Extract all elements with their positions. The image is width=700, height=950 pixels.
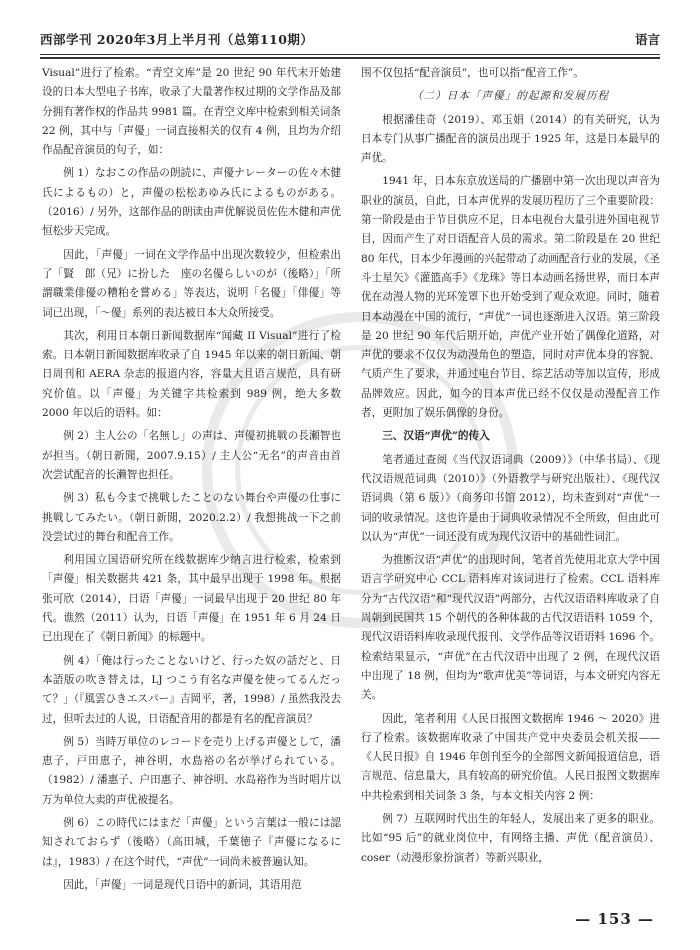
example-3: 例 3）私も今まで挑戦したことのない舞台や声優の仕事に挑戦してみたい。（朝日新聞，2020.2.2）/ 我想挑战一下之前没尝试过的舞台和配音工作。 bbox=[42, 492, 341, 543]
paragraph: 为推断汉语“声优”的出现时间，笔者首先使用北京大学中国语言学研究中心 CCL 语料库对该词进行了检索。CCL 语料库分为“古代汉语”和“现代汉语”两部分，古代汉语语料库收录了自周朝到民国共 15 个朝代的各种体裁的古代汉语语料 1059 个，现代汉语语料库收录现代报刊、文学作品等汉语语料 1696 个。检索结果显示，“声优”在古代汉语中出现了 2 例，在现代汉语中出现了 18 例，但均为“歌声优美”等词语，与本文研究内容无关。 bbox=[361, 554, 660, 702]
header-rule bbox=[40, 54, 660, 55]
paragraph: 因此，「声優」一词是现代日语中的新词，其语用范 bbox=[63, 878, 302, 891]
example-5: 例 5）当時万単位のレコードを売り上げる声優として，潘恵子，戸田恵子，神谷明，水島裕の名が挙げられている。（1982）/ 潘惠子、户田惠子、神谷明、水岛裕作为当时唱片以万为单位大卖的声优被提名。 bbox=[42, 735, 341, 806]
example-2: 例 2）主人公の「名無し」の声は、声優初挑戦の長瀬智也が担当。（朝日新聞，2007.9.15）/ 主人公“无名”的声音由首次尝试配音的长濑智也担任。 bbox=[42, 430, 341, 481]
journal-title: 西部学刊 2020年3月上半月刊（总第110期） bbox=[40, 32, 314, 47]
paragraph: 1941 年，日本东京放送局的广播剧中第一次出现以声音为职业的演员，自此，日本声优界的发展历程历了三个重要阶段：第一阶段是由于节目供应不足，日本电视台大量引进外国电视节目，因而产生了对日语配音人员的需求。第二阶段是在 20 世纪 80 年代，日本少年漫画的兴起带动了动画配音行业的发展，《圣斗士星矢》《灌篮高手》《龙珠》等日本动画名扬世界，而日本声优在动漫人物的光环笼罩下也开始受到了观众欢迎。同时，随着日本动漫在中国的流行，“声优”一词也逐渐进入汉语。第三阶段是 20 世纪 90 年代后期开始，声优产业开始了偶像化道路，对声优的要求不仅仅为动漫角色的塑造，同时对声优本身的容貌、气质产生了要求，并通过电台节目、综艺活动等加以宣传，形成品牌效应。因此，如今的日本声优已经不仅仅是动漫配音工作者，更附加了娱乐偶像的身份。 bbox=[361, 175, 660, 420]
header-rule-thick bbox=[40, 57, 660, 59]
paragraph: 根据潘佳奇（2019）、邓玉娟（2014）的有关研究，认为日本专门从事广播配音的演员出现于 1925 年，这是日本最早的声优。 bbox=[361, 113, 660, 165]
page-number: — 153 — bbox=[575, 910, 654, 928]
paragraph: 利用国立国语研究所在线数据库少纳言进行检索，检索到「声優」相关数据共 421 条，其中最早出现于 1998 年。根据张可欣（2014），日语「声優」一词最早出现于 20 世纪 80 年代。谯然（2011）认为，日语「声優」在 1951 年 6 月 24 日已出现在了《朝日新闻》的标题中。 bbox=[42, 554, 341, 644]
right-column bbox=[361, 64, 660, 872]
paragraph: 其次，利用日本朝日新闻数据库“闻藏 II Visual”进行了检索。日本朝日新闻数据库收录了自 1945 年以来的朝日新闻、朝日周刊和 AERA 杂志的报道内容，容量大且语言规范，具有研究价值。以「声優」为关键字共检索到 989 例，绝大多数 2000 年以后的语料。如： bbox=[42, 329, 341, 420]
subsection-heading: （二）日本「声優」的起源和发展历程 bbox=[411, 90, 610, 103]
section-label: 语言 bbox=[634, 32, 660, 47]
paragraph: 因此，笔者利用《人民日报图文数据库 1946 ～ 2020》进行了检索。该数据库收录了中国共产党中央委员会机关报——《人民日报》自 1946 年创刊至今的全部图文新闻报道信息，语言规范、信息量大，具有较高的研究价值。人民日报图文数据库中共检索到相关词条 3 条，与本文相关内容 2 例： bbox=[361, 712, 660, 802]
section-heading: 三、汉语“声优”的传入 bbox=[382, 430, 490, 443]
example-4: 例 4）「俺は行ったことないけど、行った奴の話だと、日本語版の吹き替えは，LJ つこう有名な声優を使ってるんだって？」（『風雲ひきエスパー』吉岡平，著，1998）/ 虽然我没去过，但听去过的人说，日语配音用的都是有名的配音演员？ bbox=[42, 654, 341, 725]
paragraph: 因此，「声優」一词在文学作品中出现次数较少，但检索出了「賢 郎（兄）に扮した 座の名優らしいのが（後略）」「所謂職業俳優の糟粕を嘗める」等表达，说明「名優」「俳優」等词已出现，「～優」系列的表达被日本大众所接受。 bbox=[42, 248, 341, 319]
example-6: 例 6）この時代にはまだ「声優」という言葉は一般には認知されておらず（後略）（高田城，千葉徳子『声優になるには』，1983）/ 在这个时代，“声优”一词尚未被普遍认知。 bbox=[42, 816, 341, 868]
paragraph: 围不仅包括“配音演员”，也可以指“配音工作”。 bbox=[361, 67, 584, 79]
running-header bbox=[40, 30, 660, 54]
paragraph: 笔者通过查阅《当代汉语词典（2009）》（中华书局）、《现代汉语规范词典（2010）》（外语教学与研究出版社）、《现代汉语词典（第 6 版）》（商务印书馆 2012），均未查到对“声优”一词的收录情况。这也许是由于词典收录情况不全所致，但由此可以认为“声优”一词还没有成为现代汉语中的基础性词汇。 bbox=[361, 453, 660, 543]
example-7: 例 7）互联网时代出生的年轻人，发展出来了更多的职业。比如“95 后”的就业岗位中，有网络主播、声优（配音演员）、coser（动漫形象扮演者）等新兴职业， bbox=[361, 812, 660, 864]
paragraph: Visual”进行了检索。“青空文库”是 20 世纪 90 年代末开始建设的日本大型电子书库，收录了大量著作权过期的文学作品及部分拥有著作权的作品共 9981 篇。在青空文库中检索到相关词条 22 例，其中与「声優」一词直接相关的仅有 4 例，且均为介绍作品配音演员的句子，如： bbox=[42, 67, 341, 157]
example-1: 例 1）なおこの作品の朗読に、声優ナレーターの佐々木健氏によるもの）と，声優の松松あゆみ氏によるものがある。（2016）/ 另外，这部作品的朗读由声优解说员佐佐木健和声优恒松步天完成。 bbox=[42, 167, 341, 238]
left-column bbox=[42, 64, 341, 899]
